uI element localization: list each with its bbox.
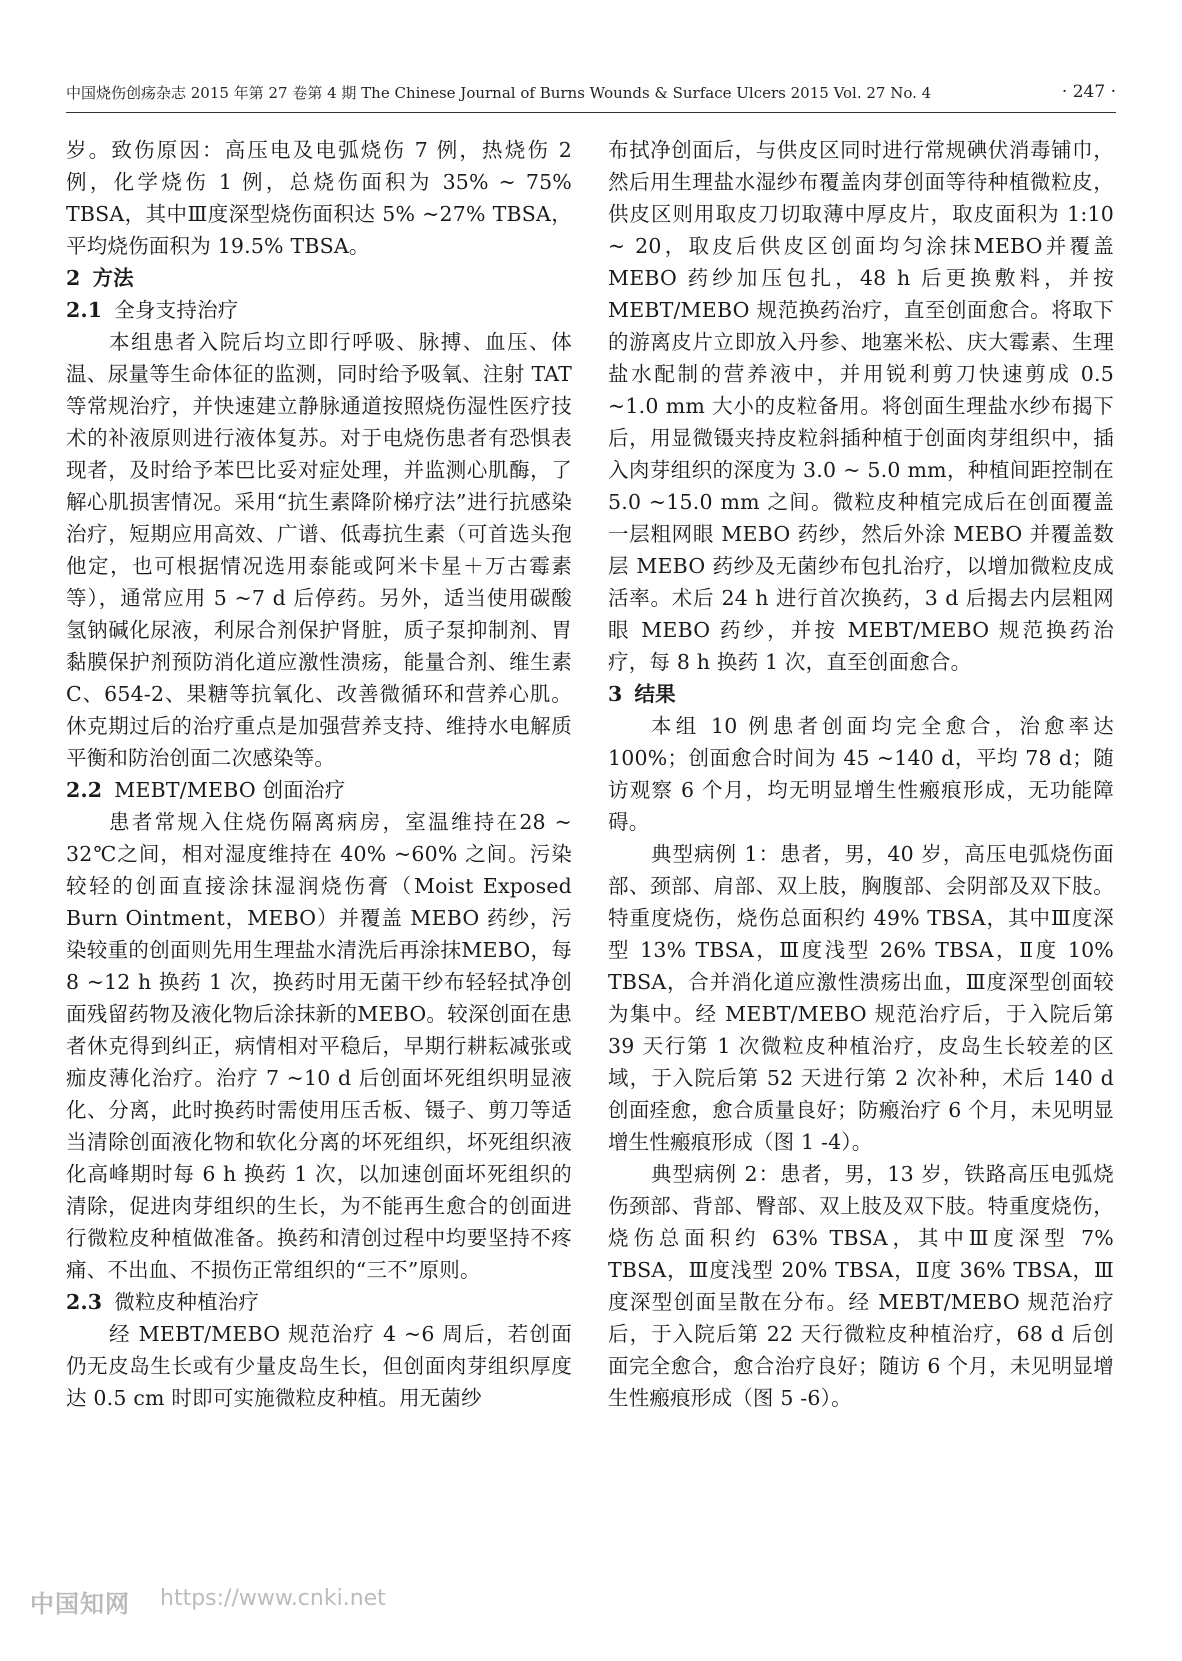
subsection-number: 2.1 xyxy=(66,298,103,322)
journal-title: 中国烧伤创疡杂志 2015 年第 27 卷第 4 期 The Chinese Journal of Burns Wounds & Surface Ulcers 2015 Vol. 27 No. 4 xyxy=(66,84,932,102)
section-number: 2 xyxy=(66,266,81,290)
section-title: 方法 xyxy=(92,266,134,290)
paragraph-case-2: 典型病例 2：患者，男，13 岁，铁路高压电弧烧伤颈部、背部、臀部、双上肢及双下肢。特重度烧伤，烧伤总面积约 63% TBSA，其中Ⅲ度深型 7% TBSA，Ⅲ度浅型 20% TBSA，Ⅱ度 36% TBSA，Ⅲ度深型创面呈散在分布。经 MEBT/MEBO 规范治疗后，于入院后第 22 天行微粒皮种植治疗，68 d 后创面完全愈合，愈合治疗良好；随访 6 个月，未见明显增生性瘢痕形成（图 5 -6）。 xyxy=(608,1162,1114,1410)
cnki-logo: 中国知网 xyxy=(30,1590,130,1618)
paragraph-grafting-continued: 布拭净创面后，与供皮区同时进行常规碘伏消毒铺巾，然后用生理盐水湿纱布覆盖肉芽创面等待种植微粒皮，供皮区则用取皮刀切取薄中厚皮片，取皮面积为 1:10 ~ 20，取皮后供皮区创面均匀涂抹MEBO并覆盖 MEBO 药纱加压包扎，48 h 后更换敷料，并按 MEBT/MEBO 规范换药治疗，直至创面愈合。将取下的游离皮片立即放入丹参、地塞米松、庆大霉素、生理盐水配制的营养液中，并用锐利剪刀快速剪成 0.5 ~1.0 mm 大小的皮粒备用。将创面生理盐水纱布揭下后，用显微镊夹持皮粒斜插种植于创面肉芽组织中，插入肉芽组织的深度为 3.0 ~ 5.0 mm，种植间距控制在 5.0 ~15.0 mm 之间。微粒皮种植完成后在创面覆盖一层粗网眼 MEBO 药纱，然后外涂 MEBO 并覆盖数层 MEBO 药纱及无菌纱布包扎治疗，以增加微粒皮成活率。术后 24 h 进行首次换药，3 d 后揭去内层粗网眼 MEBO 药纱，并按 MEBT/MEBO 规范换药治疗，每 8 h 换药 1 次，直至创面愈合。 xyxy=(608,138,1114,674)
cnki-url[interactable]: https://www.cnki.net xyxy=(160,1586,386,1611)
subsection-heading-2-2 xyxy=(66,774,572,806)
paragraph-systemic-support: 本组患者入院后均立即行呼吸、脉搏、血压、体温、尿量等生命体征的监测，同时给予吸氧、注射 TAT 等常规治疗，并快速建立静脉通道按照烧伤湿性医疗技术的补液原则进行液体复苏。对于电烧伤患者有恐惧表现者，及时给予苯巴比妥对症处理，并监测心肌酶，了解心肌损害情况。采用“抗生素降阶梯疗法”进行抗感染治疗，短期应用高效、广谱、低毒抗生素（可首选头孢他定，也可根据情况选用泰能或阿米卡星＋万古霉素等），通常应用 5 ~7 d 后停药。另外，适当使用碳酸氢钠碱化尿液，利尿合剂保护肾脏，质子泵抑制剂、胃黏膜保护剂预防消化道应激性溃疡，能量合剂、维生素 C、654-2、果糖等抗氧化、改善微循环和营养心肌。休克期过后的治疗重点是加强营养支持、维持水电解质平衡和防治创面二次感染等。 xyxy=(66,330,572,770)
subsection-heading-2-1 xyxy=(66,294,572,326)
section-title: 结果 xyxy=(634,682,676,706)
paragraph-wound-treatment: 患者常规入住烧伤隔离病房，室温维持在28 ~ 32℃之间，相对湿度维持在 40% ~60% 之间。污染较轻的创面直接涂抹湿润烧伤膏（Moist Exposed Burn Ointment，MEBO）并覆盖 MEBO 药纱，污染较重的创面则先用生理盐水清洗后再涂抹MEBO，每 8 ~12 h 换药 1 次，换药时用无菌干纱布轻轻拭净创面残留药物及液化物后涂抹新的MEBO。较深创面在患者休克得到纠正，病情相对平稳后，早期行耕耘减张或痂皮薄化治疗。治疗 7 ~10 d 后创面坏死组织明显液化、分离，此时换药时需使用压舌板、镊子、剪刀等适当清除创面液化物和软化分离的坏死组织，坏死组织液化高峰期时每 6 h 换药 1 次，以加速创面坏死组织的清除，促进肉芽组织的生长，为不能再生愈合的创面进行微粒皮种植做准备。换药和清创过程中均要坚持不疼痛、不出血、不损伤正常组织的“三不”原则。 xyxy=(66,810,572,1282)
paragraph-microskin-grafting: 经 MEBT/MEBO 规范治疗 4 ~6 周后，若创面仍无皮岛生长或有少量皮岛生长，但创面肉芽组织厚度达 0.5 cm 时即可实施微粒皮种植。用无菌纱 xyxy=(66,1322,572,1410)
section-number: 3 xyxy=(608,682,623,706)
section-heading-results xyxy=(608,678,1114,710)
header-rule xyxy=(66,112,1116,113)
left-column xyxy=(66,134,572,1414)
running-header xyxy=(66,82,1116,106)
paragraph-injury-causes: 岁。致伤原因：高压电及电弧烧伤 7 例，热烧伤 2 例，化学烧伤 1 例，总烧伤面积为 35% ~ 75% TBSA，其中Ⅲ度深型烧伤面积达 5% ~27% TBSA，平均烧伤面积为 19.5% TBSA。 xyxy=(66,138,572,258)
subsection-number: 2.2 xyxy=(66,778,103,802)
subsection-number: 2.3 xyxy=(66,1290,103,1314)
watermark-footer xyxy=(30,1582,450,1620)
page-number: · 247 · xyxy=(1061,82,1116,102)
section-heading-methods xyxy=(66,262,572,294)
paragraph-case-1: 典型病例 1：患者，男，40 岁，高压电弧烧伤面部、颈部、肩部、双上肢，胸腹部、会阴部及双下肢。特重度烧伤，烧伤总面积约 49% TBSA，其中Ⅲ度深型 13% TBSA，Ⅲ度浅型 26% TBSA，Ⅱ度 10% TBSA，合并消化道应激性溃疡出血，Ⅲ度深型创面较为集中。经 MEBT/MEBO 规范治疗后，于入院后第 39 天行第 1 次微粒皮种植治疗，皮岛生长较差的区域，于入院后第 52 天进行第 2 次补种，术后 140 d 创面痊愈，愈合质量良好；防瘢治疗 6 个月，未见明显增生性瘢痕形成（图 1 -4）。 xyxy=(608,842,1114,1154)
paragraph-results: 本组 10 例患者创面均完全愈合，治愈率达 100%；创面愈合时间为 45 ~140 d，平均 78 d；随访观察 6 个月，均无明显增生性瘢痕形成，无功能障碍。 xyxy=(608,714,1114,834)
subsection-title: 微粒皮种植治疗 xyxy=(114,1290,260,1314)
right-column xyxy=(608,134,1114,1414)
subsection-title: 全身支持治疗 xyxy=(114,298,239,322)
subsection-heading-2-3 xyxy=(66,1286,572,1318)
subsection-title: MEBT/MEBO 创面治疗 xyxy=(114,778,346,802)
